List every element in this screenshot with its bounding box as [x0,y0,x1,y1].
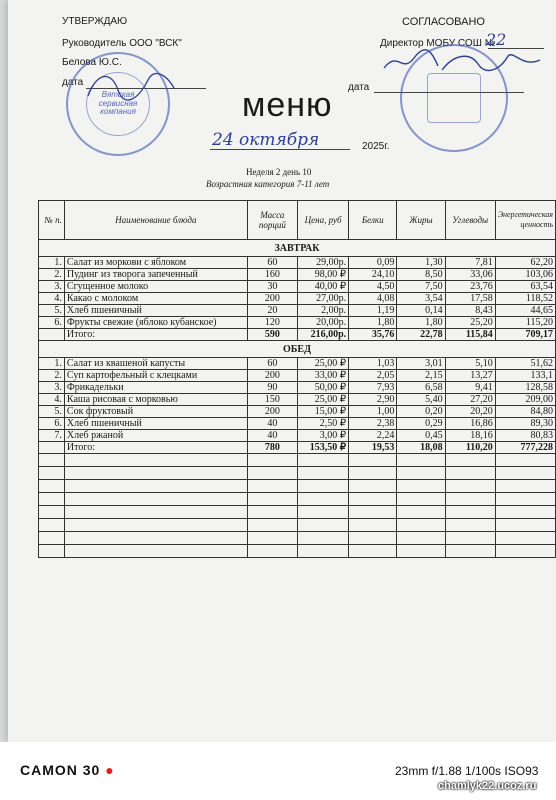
cell-no: 1. [39,358,65,370]
cell-empty [349,519,397,532]
cell-no: 5. [39,406,65,418]
table-row [39,269,556,281]
cell-protein: 2,05 [349,370,397,382]
cell-carbs: 33,06 [445,269,495,281]
cell-no: 3. [39,382,65,394]
cell-no: 1. [39,257,65,269]
total-carbs: 115,84 [445,329,495,341]
cell-price: 29,00р. [298,257,349,269]
cell-energy: 62,20 [495,257,555,269]
cell-name: Хлеб пшеничный [64,418,247,430]
cell-mass: 20 [247,305,297,317]
cell-mass: 40 [247,430,297,442]
menu-table [38,200,556,558]
page-title: меню [242,86,333,124]
cell-protein: 1,03 [349,358,397,370]
cell-empty [39,506,65,519]
blank-row [39,454,556,467]
total-row [39,442,556,454]
cell-empty [495,493,555,506]
table-row [39,382,556,394]
cell-protein: 1,80 [349,317,397,329]
cell-empty [349,493,397,506]
cell-empty [349,480,397,493]
total-label: Итого: [64,329,247,341]
cell-fat: 0,20 [397,406,445,418]
cell-empty [495,532,555,545]
cell-carbs: 27,20 [445,394,495,406]
blank-row [39,493,556,506]
cell-empty [39,493,65,506]
cell-empty [247,545,297,558]
cell-protein: 2,38 [349,418,397,430]
camera-exif: 23mm f/1.88 1/100s ISO93 [395,764,539,778]
cell-price: 40,00 ₽ [298,281,349,293]
cell-fat: 0,14 [397,305,445,317]
cell-empty [397,467,445,480]
blank-row [39,480,556,493]
section-title: ЗАВТРАК [39,240,556,257]
cell-empty [39,329,65,341]
cell-mass: 60 [247,358,297,370]
cell-carbs: 9,41 [445,382,495,394]
menu-date-line [210,149,350,150]
total-protein: 35,76 [349,329,397,341]
cell-mass: 90 [247,382,297,394]
cell-empty [445,532,495,545]
cell-name: Сгущенное молоко [64,281,247,293]
cell-name: Фрукты свежие (яблоко кубанское) [64,317,247,329]
school-number: 22 [486,30,507,49]
cell-price: 25,00 ₽ [298,358,349,370]
cell-fat: 5,40 [397,394,445,406]
cell-empty [39,454,65,467]
cell-energy: 133,1 [495,370,555,382]
total-protein: 19,53 [349,442,397,454]
cell-empty [349,467,397,480]
cell-no: 4. [39,293,65,305]
cell-energy: 84,80 [495,406,555,418]
cell-empty [247,467,297,480]
cell-fat: 0,29 [397,418,445,430]
cell-carbs: 20,20 [445,406,495,418]
cell-mass: 160 [247,269,297,281]
cell-energy: 44,65 [495,305,555,317]
cell-price: 25,00 ₽ [298,394,349,406]
cell-price: 15,00 ₽ [298,406,349,418]
cell-no: 2. [39,370,65,382]
cell-energy: 118,52 [495,293,555,305]
cell-empty [298,467,349,480]
cell-protein: 4,50 [349,281,397,293]
cell-empty [39,480,65,493]
cell-fat: 8,50 [397,269,445,281]
cell-fat: 3,54 [397,293,445,305]
cell-name: Салат из квашеной капусты [64,358,247,370]
school-stamp-center [427,73,481,123]
table-row [39,430,556,442]
table-row [39,370,556,382]
cell-mass: 150 [247,394,297,406]
cell-fat: 6,58 [397,382,445,394]
menu-sheet [8,0,556,742]
cell-protein: 7,93 [349,382,397,394]
cell-empty [495,454,555,467]
cell-empty [397,480,445,493]
cell-carbs: 16,86 [445,418,495,430]
cell-empty [298,519,349,532]
age-category: Возрастная категория 7-11 лет [206,179,330,189]
section-title: ОБЕД [39,341,556,358]
cell-empty [39,519,65,532]
cell-mass: 120 [247,317,297,329]
cell-energy: 51,62 [495,358,555,370]
cell-empty [445,545,495,558]
cell-empty [298,454,349,467]
cell-empty [397,519,445,532]
cell-empty [349,454,397,467]
cell-price: 50,00 ₽ [298,382,349,394]
cell-price: 2,50 ₽ [298,418,349,430]
cell-empty [298,480,349,493]
cell-empty [495,519,555,532]
col-name: Наименование блюда [64,201,247,240]
cell-name: Суп картофельный с клецками [64,370,247,382]
approved-by: Руководитель ООО "ВСК" [62,38,182,49]
cell-empty [495,467,555,480]
cell-fat: 1,80 [397,317,445,329]
cell-empty [397,532,445,545]
menu-date-handwritten: 24 октября [212,130,320,150]
table-row [39,317,556,329]
cell-mass: 40 [247,418,297,430]
cell-empty [64,480,247,493]
blank-row [39,467,556,480]
cell-empty [64,467,247,480]
cell-empty [247,454,297,467]
cell-price: 3,00 ₽ [298,430,349,442]
total-row [39,329,556,341]
cell-empty [397,545,445,558]
cell-empty [298,493,349,506]
cell-price: 33,00 ₽ [298,370,349,382]
cell-empty [64,532,247,545]
approved-label: УТВЕРЖДАЮ [62,16,128,27]
cell-empty [397,493,445,506]
cell-empty [495,506,555,519]
col-no: № п. [39,201,65,240]
camera-model: CAMON 30 ● [20,762,115,778]
cell-mass: 30 [247,281,297,293]
cell-carbs: 7,81 [445,257,495,269]
cell-empty [247,506,297,519]
total-label: Итого: [64,442,247,454]
table-row [39,394,556,406]
blank-row [39,532,556,545]
cell-empty [39,545,65,558]
total-fat: 18,08 [397,442,445,454]
cell-carbs: 18,16 [445,430,495,442]
school-stamp [400,44,508,152]
section-row [39,240,556,257]
date-label-right: дата [348,82,370,93]
cell-energy: 80,83 [495,430,555,442]
cell-empty [64,506,247,519]
approved-name: Белова Ю.С. [62,57,122,68]
cell-empty [39,467,65,480]
cell-no: 7. [39,430,65,442]
cell-protein: 24,10 [349,269,397,281]
agreed-label: СОГЛАСОВАНО [402,16,485,28]
total-price: 216,00р. [298,329,349,341]
table-header-row [39,201,556,240]
cell-name: Салат из моркови с яблоком [64,257,247,269]
cell-no: 3. [39,281,65,293]
cell-empty [445,480,495,493]
cell-empty [397,454,445,467]
cell-carbs: 23,76 [445,281,495,293]
col-mass: Масса порций [247,201,297,240]
cell-carbs: 8,43 [445,305,495,317]
blank-row [39,506,556,519]
table-row [39,406,556,418]
cell-empty [247,480,297,493]
cell-protein: 0,09 [349,257,397,269]
cell-empty [349,506,397,519]
cell-name: Сок фруктовый [64,406,247,418]
cell-no: 6. [39,418,65,430]
cell-empty [445,493,495,506]
cell-protein: 1,00 [349,406,397,418]
cell-empty [445,506,495,519]
col-protein: Белки [349,201,397,240]
cell-energy: 63,54 [495,281,555,293]
total-mass: 590 [247,329,297,341]
cell-name: Каша рисовая с морковью [64,394,247,406]
cell-energy: 128,58 [495,382,555,394]
table-row [39,281,556,293]
cell-empty [64,454,247,467]
cell-price: 2,00р. [298,305,349,317]
cell-no: 2. [39,269,65,281]
cell-name: Хлеб пшеничный [64,305,247,317]
cell-empty [39,532,65,545]
cell-fat: 3,01 [397,358,445,370]
cell-empty [247,493,297,506]
cell-empty [445,467,495,480]
cell-protein: 4,08 [349,293,397,305]
cell-carbs: 25,20 [445,317,495,329]
blank-row [39,519,556,532]
total-energy: 709,17 [495,329,555,341]
cell-no: 5. [39,305,65,317]
cell-name: Хлеб ржаной [64,430,247,442]
cell-empty [64,493,247,506]
col-energy: Энергетическая ценность [495,201,555,240]
cell-protein: 2,90 [349,394,397,406]
cell-protein: 1,19 [349,305,397,317]
cell-energy: 209,00 [495,394,555,406]
section-row [39,341,556,358]
cell-empty [298,532,349,545]
watermark: chamlyk22.ucoz.ru [438,780,537,792]
week-day: Неделя 2 день 10 [246,167,312,177]
cell-fat: 0,45 [397,430,445,442]
approver-signature [78,60,198,120]
cell-carbs: 5,10 [445,358,495,370]
cell-mass: 200 [247,406,297,418]
cell-empty [298,506,349,519]
col-carbs: Углеводы [445,201,495,240]
col-price: Цена, руб [298,201,349,240]
cell-energy: 103,06 [495,269,555,281]
cell-empty [298,545,349,558]
total-mass: 780 [247,442,297,454]
total-fat: 22,78 [397,329,445,341]
table-row [39,305,556,317]
cell-empty [247,519,297,532]
cell-empty [247,532,297,545]
table-row [39,257,556,269]
cell-price: 98,00 ₽ [298,269,349,281]
cell-price: 27,00р. [298,293,349,305]
cell-empty [495,480,555,493]
total-energy: 777,228 [495,442,555,454]
company-stamp-text: Вятская сервисная компания [86,72,150,136]
total-carbs: 110,20 [445,442,495,454]
cell-no: 6. [39,317,65,329]
cell-fat: 2,15 [397,370,445,382]
cell-empty [495,545,555,558]
cell-name: Пудинг из творога запеченный [64,269,247,281]
menu-date-year: 2025г. [362,141,390,152]
agreed-by: Директор МОБУ СОШ № [380,38,496,49]
camera-dot-icon: ● [105,762,115,778]
cell-fat: 7,50 [397,281,445,293]
cell-no: 4. [39,394,65,406]
cell-empty [349,545,397,558]
cell-carbs: 17,58 [445,293,495,305]
cell-empty [64,545,247,558]
blank-row [39,545,556,558]
table-row [39,293,556,305]
total-price: 153,50 ₽ [298,442,349,454]
cell-mass: 200 [247,370,297,382]
table-row [39,418,556,430]
cell-mass: 200 [247,293,297,305]
cell-empty [445,454,495,467]
cell-empty [349,532,397,545]
cell-carbs: 13,27 [445,370,495,382]
cell-empty [445,519,495,532]
cell-energy: 115,20 [495,317,555,329]
cell-empty [397,506,445,519]
cell-name: Фрикадельки [64,382,247,394]
cell-protein: 2,24 [349,430,397,442]
cell-name: Какао с молоком [64,293,247,305]
col-fat: Жиры [397,201,445,240]
camera-footer [0,742,556,800]
table-row [39,358,556,370]
cell-empty [64,519,247,532]
cell-price: 20,00р. [298,317,349,329]
date-label-left: дата [62,77,84,88]
cell-fat: 1,30 [397,257,445,269]
cell-mass: 60 [247,257,297,269]
cell-empty [39,442,65,454]
cell-energy: 89,30 [495,418,555,430]
